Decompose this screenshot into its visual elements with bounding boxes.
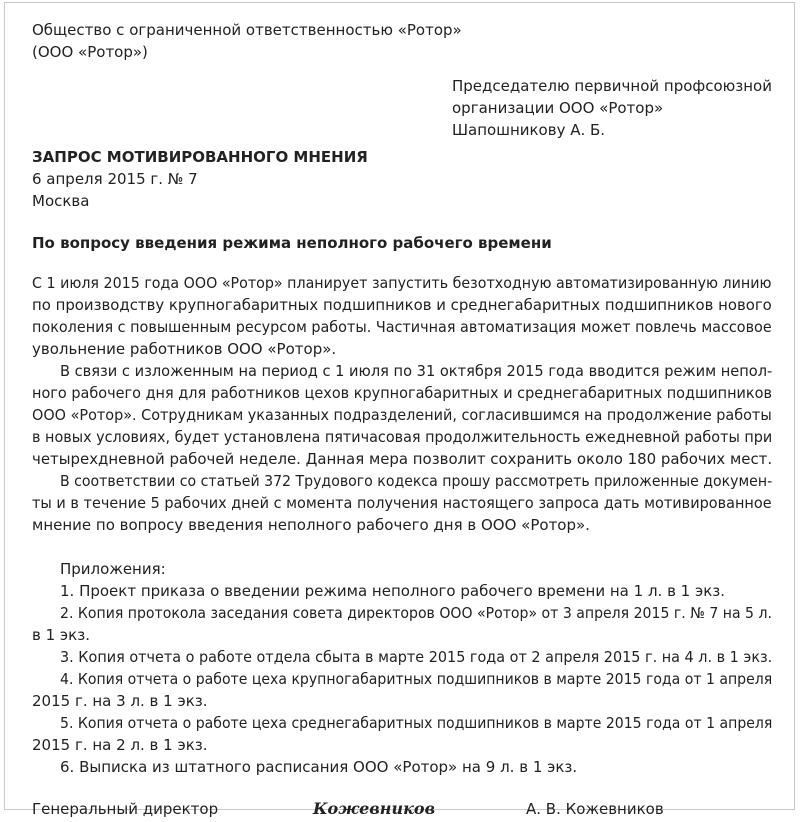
paragraph: [32, 272, 772, 360]
handwritten-signature: Кожевников: [313, 799, 436, 818]
text-line: 2015 г. на 2 л. в 1 экз.: [32, 736, 208, 754]
addressee-line: организации ООО «Ротор»: [452, 99, 664, 117]
text-line: 3. Копия отчета о работе отдела сбыта в марте 2015 года от 2 апреля 2015 г. на 4 л. в 1 экз.: [60, 648, 773, 666]
document-subject: По вопросу введения режима неполного рабочего времени: [32, 234, 552, 252]
attachments-heading: Приложения:: [60, 560, 166, 578]
text-line: 6. Выписка из штатного расписания ООО «Ротор» на 9 л. в 1 экз.: [60, 758, 578, 776]
text-line: четырехдневной рабочей неделе. Данная мера позволит сохранить около 180 рабочих мест.: [32, 450, 773, 468]
text-line: поколения с повышенным ресурсом работы. Частичная автоматизация может повлечь массовое: [32, 318, 772, 336]
attachment-item: [32, 602, 772, 646]
addressee-line: Председателю первичной профсоюзной: [452, 77, 772, 95]
signatory-name: А. В. Кожевников: [526, 800, 664, 818]
text-line: ООО «Ротор». Сотрудникам указанных подразделений, согласившимся на продолжение работы: [32, 406, 772, 424]
text-line: увольнение работников ООО «Ротор».: [32, 340, 337, 358]
organization-name: Общество с ограниченной ответственностью «Ротор»: [32, 21, 462, 39]
attachment-item: [32, 668, 772, 712]
document-city: Москва: [32, 192, 90, 210]
addressee-block: [452, 75, 772, 141]
text-line: в новых условиях, будет установлена пятичасовая продолжительность ежедневной работы при: [32, 428, 773, 446]
text-line: 5. Копия отчета о работе цеха среднегабаритных подшипников в марте 2015 года от 1 апреля: [60, 714, 773, 732]
text-line: 4. Копия отчета о работе цеха крупногабаритных подшипников в марте 2015 года от 1 апреля: [60, 670, 773, 688]
document-body: [32, 272, 772, 536]
text-line: в 1 экз.: [32, 626, 90, 644]
text-line: ного рабочего дня для работников цехов крупногабаритных и среднегабаритных подшипников: [32, 384, 773, 402]
document-date-number: 6 апреля 2015 г. № 7: [32, 170, 198, 188]
signatory-position: Генеральный директор: [32, 800, 219, 818]
text-line: В связи с изложенным на период с 1 июля по 31 октября 2015 года вводится режим непол-: [60, 362, 773, 380]
document-title: ЗАПРОС МОТИВИРОВАННОГО МНЕНИЯ: [32, 148, 368, 166]
attachments-list: [32, 580, 772, 778]
attachment-item: [32, 646, 772, 668]
text-line: С 1 июля 2015 года ООО «Ротор» планирует запустить безотходную автоматизированную линию: [32, 274, 772, 292]
attachment-item: [32, 756, 772, 778]
organization-short-name: (ООО «Ротор»): [32, 43, 148, 61]
text-line: по производству крупногабаритных подшипников и среднегабаритных подшипников нового: [32, 296, 772, 314]
text-line: В соответствии со статьей 372 Трудового кодекса прошу рассмотреть приложенные докумен-: [60, 472, 773, 490]
paragraph: [32, 470, 772, 536]
text-line: 1. Проект приказа о введении режима неполного рабочего времени на 1 л. в 1 экз.: [60, 582, 726, 600]
text-line: мнение по вопросу введения неполного рабочего дня в ООО «Ротор».: [32, 516, 590, 534]
text-line: 2015 г. на 3 л. в 1 экз.: [32, 692, 208, 710]
document: [32, 14, 772, 822]
attachment-item: [32, 712, 772, 756]
paragraph: [32, 360, 772, 470]
organization-header: [32, 19, 772, 63]
signature-block: [32, 798, 772, 822]
text-line: 2. Копия протокола заседания совета директоров ООО «Ротор» от 3 апреля 2015 г. № 7 на 5 л.: [60, 604, 772, 622]
text-line: ты и в течение 5 рабочих дней с момента получения настоящего запроса дать мотивированное: [32, 494, 772, 512]
attachment-item: [32, 580, 772, 602]
addressee-name: Шапошникову А. Б.: [452, 121, 606, 139]
